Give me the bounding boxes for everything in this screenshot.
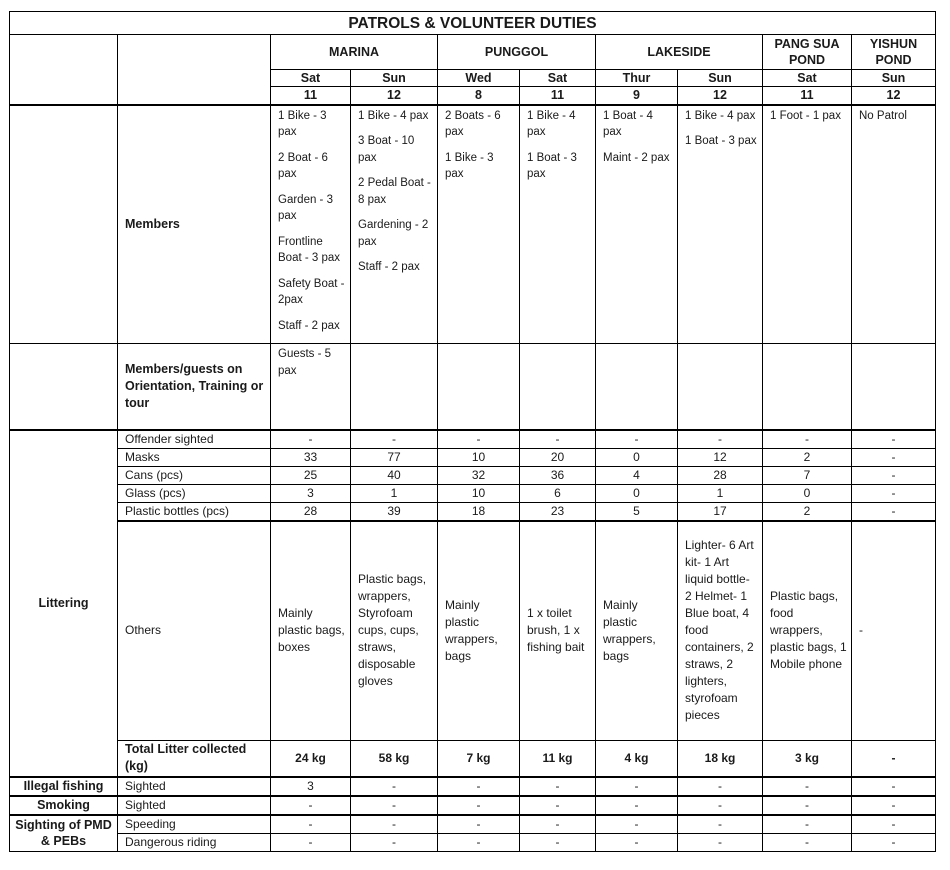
smoking-value: - [271, 796, 351, 815]
smoking-value: - [596, 796, 678, 815]
littering-value: 23 [520, 502, 596, 521]
smoking-group-label: Smoking [10, 796, 118, 815]
others-value: Mainly plastic bags, boxes [271, 521, 351, 741]
pmd-row-label: Speeding [118, 815, 271, 834]
pmd-value: - [852, 833, 936, 851]
member-entry: 2 Boats - 6 pax [445, 109, 501, 138]
date-header: 12 [351, 87, 438, 105]
illegal-fishing-row-label: Sighted [118, 777, 271, 796]
member-entry: 1 Foot - 1 pax [770, 109, 841, 122]
date-header: 9 [596, 87, 678, 105]
total-litter-value: 18 kg [678, 741, 763, 777]
others-value: Plastic bags, food wrappers, plastic bags, 1 Mobile phone [763, 521, 852, 741]
total-litter-value: 7 kg [438, 741, 520, 777]
littering-value: - [596, 430, 678, 449]
littering-row [10, 502, 936, 521]
members-cell [596, 105, 678, 344]
littering-value: 33 [271, 448, 351, 466]
member-entry: 1 Boat - 3 pax [527, 151, 577, 180]
smoking-row [10, 796, 936, 815]
day-header: Sat [763, 70, 852, 87]
littering-value: 28 [271, 502, 351, 521]
smoking-value: - [351, 796, 438, 815]
guests-cell [678, 344, 763, 430]
littering-value: 36 [520, 466, 596, 484]
smoking-value: - [763, 796, 852, 815]
total-litter-value: 58 kg [351, 741, 438, 777]
littering-row [10, 466, 936, 484]
total-litter-value: 11 kg [520, 741, 596, 777]
pmd-row [10, 833, 936, 851]
littering-value: - [351, 430, 438, 449]
location-header-yishun-pond: YISHUN POND [852, 35, 936, 70]
smoking-value: - [852, 796, 936, 815]
pmd-value: - [351, 815, 438, 834]
members-cell [763, 105, 852, 344]
pmd-value: - [271, 815, 351, 834]
littering-others-row [10, 521, 936, 741]
pmd-value: - [596, 833, 678, 851]
guests-group-blank [10, 344, 118, 430]
littering-value: 18 [438, 502, 520, 521]
littering-row-label: Plastic bottles (pcs) [118, 502, 271, 521]
others-value: Mainly plastic wrappers, bags [438, 521, 520, 741]
date-header: 11 [763, 87, 852, 105]
littering-value: 0 [596, 448, 678, 466]
littering-value: - [438, 430, 520, 449]
members-group-blank [10, 105, 118, 344]
littering-value: 6 [520, 484, 596, 502]
illegal-fishing-value: - [852, 777, 936, 796]
pmd-value: - [596, 815, 678, 834]
littering-value: 5 [596, 502, 678, 521]
littering-value: 25 [271, 466, 351, 484]
illegal-fishing-value: - [678, 777, 763, 796]
pmd-value: - [351, 833, 438, 851]
pmd-row-label: Dangerous riding [118, 833, 271, 851]
total-litter-value: 4 kg [596, 741, 678, 777]
littering-value: - [852, 448, 936, 466]
pmd-value: - [763, 833, 852, 851]
member-entry: Gardening - 2 pax [358, 219, 429, 248]
illegal-fishing-value: - [351, 777, 438, 796]
others-value: 1 x toilet brush, 1 x fishing bait [520, 521, 596, 741]
member-entry: 1 Bike - 3 pax [445, 151, 494, 180]
day-header: Sat [520, 70, 596, 87]
littering-value: 4 [596, 466, 678, 484]
littering-value: - [852, 430, 936, 449]
header-blank-1 [10, 35, 118, 105]
member-entry: 1 Bike - 4 pax [358, 109, 429, 122]
member-entry: Maint - 2 pax [603, 151, 670, 164]
littering-value: 32 [438, 466, 520, 484]
illegal-fishing-value: 3 [271, 777, 351, 796]
pmd-value: - [678, 815, 763, 834]
others-label: Others [118, 521, 271, 741]
littering-value: 40 [351, 466, 438, 484]
littering-row [10, 430, 936, 449]
littering-value: 20 [520, 448, 596, 466]
guest-entry: Guests - 5 pax [278, 348, 332, 377]
patrol-duties-table [9, 11, 936, 852]
littering-value: - [763, 430, 852, 449]
littering-value: - [852, 466, 936, 484]
date-header: 8 [438, 87, 520, 105]
guests-cell [271, 344, 351, 430]
members-cell [678, 105, 763, 344]
littering-row [10, 484, 936, 502]
littering-value: 0 [763, 484, 852, 502]
littering-value: 12 [678, 448, 763, 466]
members-cell [351, 105, 438, 344]
members-cell [438, 105, 520, 344]
members-label: Members [118, 105, 271, 344]
location-header-marina: MARINA [271, 35, 438, 70]
members-cell [271, 105, 351, 344]
littering-row-label: Glass (pcs) [118, 484, 271, 502]
littering-value: 10 [438, 484, 520, 502]
day-header: Thur [596, 70, 678, 87]
others-value: Mainly plastic wrappers, bags [596, 521, 678, 741]
members-cell [520, 105, 596, 344]
illegal-fishing-value: - [438, 777, 520, 796]
member-entry: 2 Pedal Boat - 8 pax [358, 177, 431, 206]
illegal-fishing-value: - [520, 777, 596, 796]
guests-cell [852, 344, 936, 430]
pmd-value: - [438, 833, 520, 851]
littering-value: - [271, 430, 351, 449]
others-value: Plastic bags, wrappers, Styrofoam cups, cups, straws, disposable gloves [351, 521, 438, 741]
member-entry: Garden - 3 pax [278, 193, 333, 222]
total-litter-value: 24 kg [271, 741, 351, 777]
guests-cell [763, 344, 852, 430]
illegal-fishing-row [10, 777, 936, 796]
pmd-value: - [852, 815, 936, 834]
others-value: Lighter- 6 Art kit- 1 Art liquid bottle- 2 Helmet- 1 Blue boat, 4 food containers, 2 straws, 2 lighters, styrofoam pieces [678, 521, 763, 741]
location-header-lakeside: LAKESIDE [596, 35, 763, 70]
member-entry: Staff - 2 pax [278, 319, 340, 332]
day-header: Sun [678, 70, 763, 87]
littering-total-row [10, 741, 936, 777]
total-litter-value: 3 kg [763, 741, 852, 777]
littering-value: 7 [763, 466, 852, 484]
member-entry: Safety Boat - 2pax [278, 277, 345, 306]
member-entry: 1 Boat - 4 pax [603, 109, 653, 138]
location-header-punggol: PUNGGOL [438, 35, 596, 70]
littering-row-label: Masks [118, 448, 271, 466]
littering-group-label: Littering [10, 430, 118, 777]
guests-cell [438, 344, 520, 430]
date-header: 11 [520, 87, 596, 105]
littering-value: 39 [351, 502, 438, 521]
total-litter-value: - [852, 741, 936, 777]
day-header: Sat [271, 70, 351, 87]
pmd-value: - [678, 833, 763, 851]
littering-value: 1 [678, 484, 763, 502]
littering-value: - [678, 430, 763, 449]
littering-value: 2 [763, 448, 852, 466]
pmd-row [10, 815, 936, 834]
member-entry: 1 Bike - 4 pax [685, 109, 756, 122]
guests-label: Members/guests on Orientation, Training or tour [118, 344, 271, 430]
member-entry: Frontline Boat - 3 pax [278, 235, 341, 264]
member-entry: 1 Boat - 3 pax [685, 135, 757, 147]
date-header: 11 [271, 87, 351, 105]
guests-cell [351, 344, 438, 430]
smoking-value: - [438, 796, 520, 815]
littering-value: 0 [596, 484, 678, 502]
day-header: Sun [852, 70, 936, 87]
member-entry: No Patrol [859, 109, 907, 122]
littering-value: 1 [351, 484, 438, 502]
littering-row-label: Cans (pcs) [118, 466, 271, 484]
header-blank-2 [118, 35, 271, 105]
smoking-row-label: Sighted [118, 796, 271, 815]
total-litter-label: Total Litter collected (kg) [118, 741, 271, 777]
date-header: 12 [678, 87, 763, 105]
pmd-value: - [271, 833, 351, 851]
smoking-value: - [678, 796, 763, 815]
member-entry: 1 Bike - 3 pax [278, 109, 327, 138]
pmd-value: - [520, 815, 596, 834]
pmd-value: - [520, 833, 596, 851]
illegal-fishing-group-label: Illegal fishing [10, 777, 118, 796]
member-entry: 2 Boat - 6 pax [278, 151, 328, 180]
littering-value: 3 [271, 484, 351, 502]
littering-row-label: Offender sighted [118, 430, 271, 449]
day-header: Wed [438, 70, 520, 87]
littering-value: 17 [678, 502, 763, 521]
littering-value: 28 [678, 466, 763, 484]
pmd-value: - [438, 815, 520, 834]
littering-value: - [520, 430, 596, 449]
guests-cell [596, 344, 678, 430]
littering-value: 10 [438, 448, 520, 466]
littering-row [10, 448, 936, 466]
littering-value: 77 [351, 448, 438, 466]
table-title: PATROLS & VOLUNTEER DUTIES [10, 12, 936, 35]
member-entry: 3 Boat - 10 pax [358, 135, 415, 164]
date-header: 12 [852, 87, 936, 105]
pmd-value: - [763, 815, 852, 834]
littering-value: - [852, 484, 936, 502]
guests-cell [520, 344, 596, 430]
member-entry: 1 Bike - 4 pax [527, 109, 576, 138]
location-header-pang-sua-pond: PANG SUA POND [763, 35, 852, 70]
members-cell [852, 105, 936, 344]
pmd-group-label: Sighting of PMD & PEBs [10, 815, 118, 852]
others-value: - [852, 521, 936, 741]
littering-value: - [852, 502, 936, 521]
smoking-value: - [520, 796, 596, 815]
illegal-fishing-value: - [596, 777, 678, 796]
illegal-fishing-value: - [763, 777, 852, 796]
member-entry: Staff - 2 pax [358, 261, 420, 273]
littering-value: 2 [763, 502, 852, 521]
day-header: Sun [351, 70, 438, 87]
